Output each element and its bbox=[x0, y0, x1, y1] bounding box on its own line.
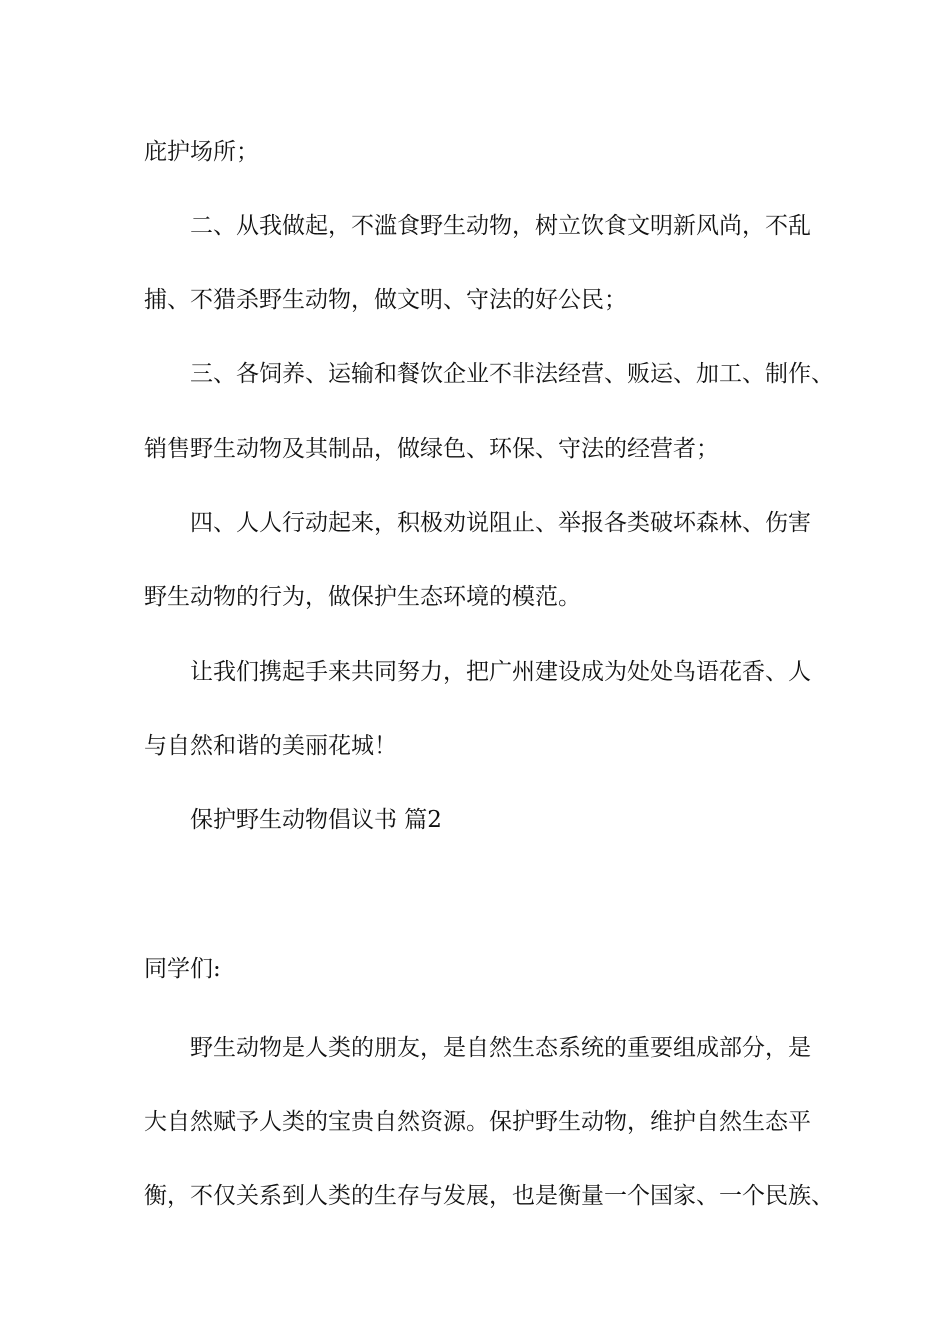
text-line: 野生动物的行为，做保护生态环境的模范。 bbox=[144, 584, 581, 610]
text-line: 让我们携起手来共同努力，把广州建设成为处处鸟语花香、人 bbox=[190, 659, 811, 685]
text-line: 与自然和谐的美丽花城！ bbox=[144, 733, 397, 759]
text-line: 大自然赋予人类的宝贵自然资源。保护野生动物，维护自然生态平 bbox=[144, 1109, 811, 1135]
salutation: 同学们: bbox=[144, 956, 221, 982]
section-heading: 保护野生动物倡议书 篇2 bbox=[190, 807, 442, 833]
text-line: 四、人人行动起来，积极劝说阻止、举报各类破坏森林、伤害 bbox=[190, 510, 811, 536]
text-line: 野生动物是人类的朋友，是自然生态系统的重要组成部分，是 bbox=[190, 1035, 811, 1061]
text-line: 销售野生动物及其制品，做绿色、环保、守法的经营者； bbox=[144, 436, 719, 462]
text-line: 衡，不仅关系到人类的生存与发展，也是衡量一个国家、一个民族、 bbox=[144, 1183, 834, 1209]
text-line: 二、从我做起，不滥食野生动物，树立饮食文明新风尚，不乱 bbox=[190, 213, 811, 239]
text-line: 庇护场所； bbox=[144, 139, 259, 165]
text-line: 三、各饲养、运输和餐饮企业不非法经营、贩运、加工、制作、 bbox=[190, 361, 834, 387]
text-line: 捕、不猎杀野生动物，做文明、守法的好公民； bbox=[144, 287, 627, 313]
